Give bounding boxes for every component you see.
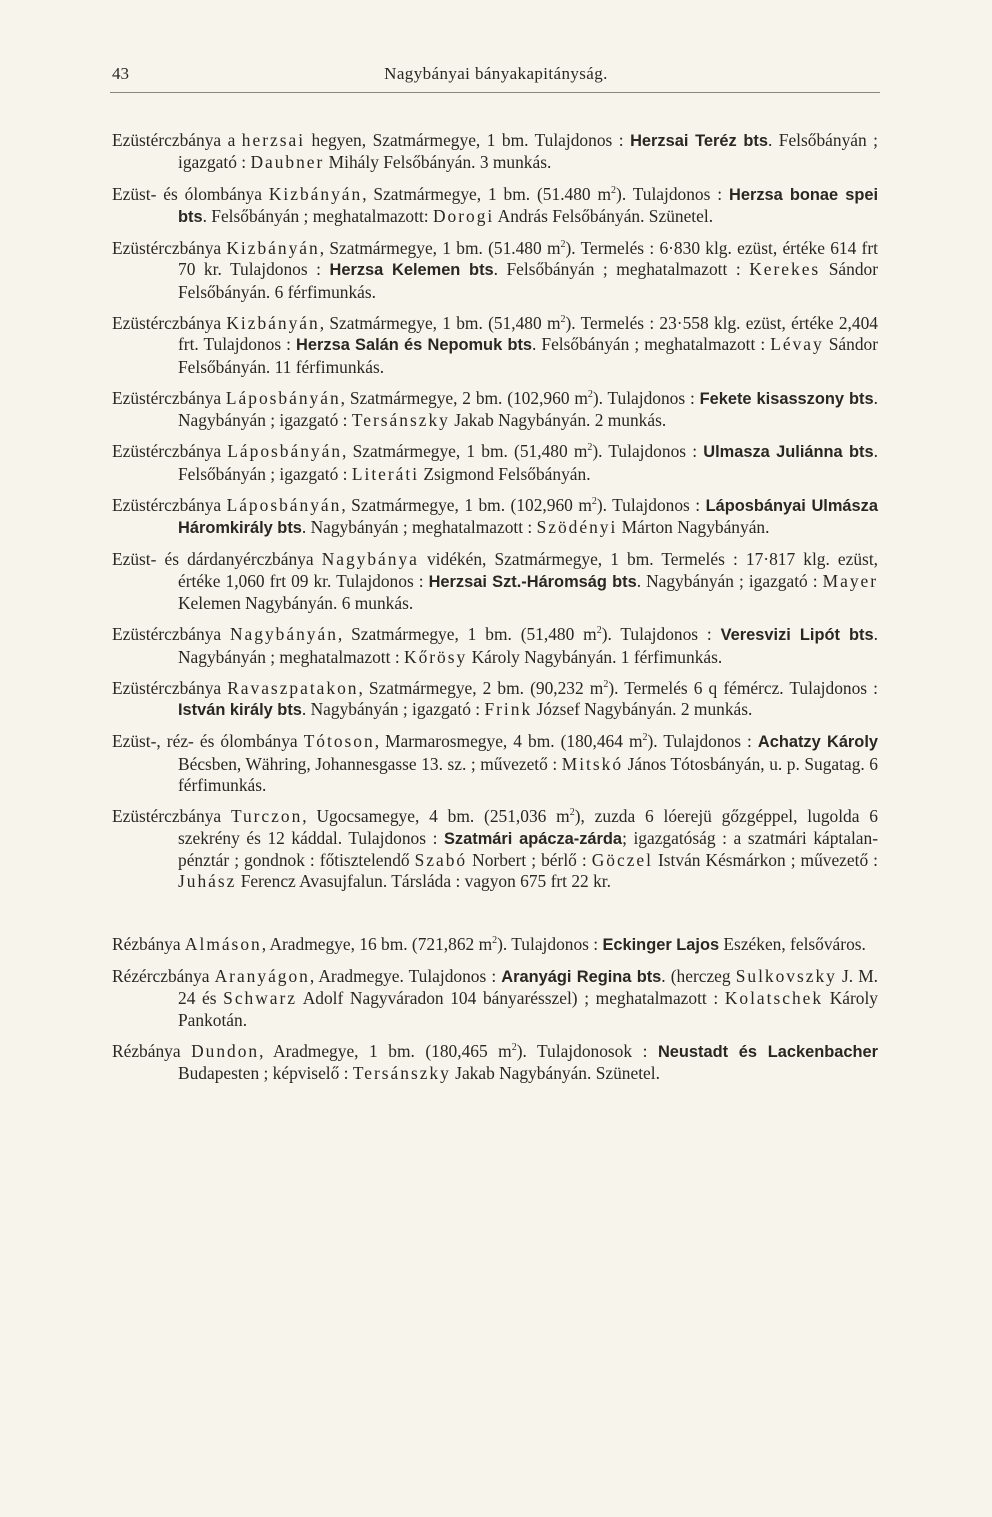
mine-entry <box>112 549 878 614</box>
owner-name: Achatzy Károly <box>757 733 878 752</box>
entry-text: , Aradmegye, 16 bm. (721,862 m <box>261 933 493 954</box>
entry-text: Norbert ; bérlő : <box>467 849 592 870</box>
entry-text: Budapesten ; képviselő : <box>178 1063 353 1084</box>
entry-lead: Ezüst- és dárdanyérczbánya <box>112 549 322 570</box>
person-surname: Juhász <box>178 871 237 892</box>
mine-entry <box>112 624 878 668</box>
entry-text: ). Tulajdonos : <box>616 183 729 204</box>
entries-list <box>112 130 878 1094</box>
place-name: Dundon <box>191 1040 260 1061</box>
person-surname: Mayer <box>822 570 879 591</box>
entry-text: , Ugocsamegye, 4 bm. (251,036 m <box>302 806 570 827</box>
header-rule <box>110 92 880 93</box>
entry-text: hegyen, Szatmármegye, 1 bm. Tulajdonos : <box>305 130 631 150</box>
entry-text: . Nagybányán ; meghatalmazott : <box>301 517 537 538</box>
entry-text: József Nagybányán. 2 munkás. <box>532 699 753 720</box>
mine-entry <box>112 966 878 1031</box>
entry-text: ). Tulajdonos : <box>601 624 721 645</box>
place-name: Tótoson <box>303 731 375 752</box>
person-surname: Kőrösy <box>404 646 468 667</box>
mine-entry <box>112 934 878 956</box>
person-surname: Lévay <box>770 334 824 355</box>
area-unit-exponent: 2 <box>611 184 617 196</box>
entry-text: J. M. 24 és <box>178 965 879 1009</box>
area-unit-exponent: 2 <box>587 442 593 454</box>
entry-lead: Ezüstérczbánya <box>112 387 226 408</box>
area-unit-exponent: 2 <box>587 389 593 401</box>
person-surname: Kerekes <box>749 259 821 280</box>
place-name: Kizbányán <box>226 238 320 258</box>
place-name: Kizbányán <box>226 312 320 333</box>
entry-text: , Szatmármegye, 1 bm. (51,480 m <box>319 312 561 333</box>
area-unit-exponent: 2 <box>596 625 602 637</box>
person-surname: Mitskó <box>561 753 624 774</box>
place-name: Láposbányán <box>225 387 341 408</box>
entry-lead: Ezüstérczbánya <box>112 238 227 258</box>
entry-text: ). Termelés : 23·558 klg. ezüst, értéke 2,404 frt. Tulajdonos : <box>178 312 878 355</box>
area-unit-exponent: 2 <box>591 496 597 508</box>
entry-text: , Szatmármegye, 1 bm. (102,960 m <box>341 494 592 515</box>
entry-text: Sándor Felsőbányán. 6 férfimunkás. <box>178 259 879 302</box>
entry-text: vidékén, Szatmármegye, 1 bm. Termelés : 17·817 klg. ezüst, értéke 1,060 frt 09 kr. Tulajdonos : <box>178 549 878 591</box>
entry-text: András Felsőbányán. Szünetel. <box>494 205 714 226</box>
entry-lead: Ezüst-, réz- és ólombánya <box>112 731 304 752</box>
entry-text: ). Tulajdonos : <box>647 731 758 752</box>
owner-name: István király bts <box>178 701 302 720</box>
entry-text: Ferencz Avasujfalun. Társláda : vagyon 675 frt 22 kr. <box>236 871 611 892</box>
entry-lead: Ezüstérczbánya a <box>112 130 242 150</box>
entry-text: ). Tulajdonos : <box>592 441 704 462</box>
owner-name: Ulmasza Juliánna bts <box>703 443 874 462</box>
entry-text: Sándor Felsőbányán. 11 férfimunkás. <box>178 334 878 377</box>
person-surname: Dorogi <box>432 205 495 226</box>
place-name: Aranyágon <box>214 965 310 986</box>
entry-text: János Tótosbányán, u. p. Sugatag. 6 férfimunkás. <box>178 753 878 796</box>
entry-text: ). Tulajdonos : <box>592 387 700 408</box>
entry-text: István Késmárkon ; művezető : <box>652 849 878 870</box>
owner-name: Szatmári apácza-zárda <box>444 829 623 848</box>
entry-text: , Szatmármegye, 2 bm. (90,232 m <box>358 677 604 698</box>
mine-entry <box>112 495 878 540</box>
entry-text: . Nagybányán ; meghatalmazott : <box>178 624 878 667</box>
person-surname: Daubner <box>250 152 325 173</box>
entry-lead: Rézérczbánya <box>112 965 215 986</box>
entry-text: , Marmarosmegye, 4 bm. (180,464 m <box>374 731 643 752</box>
entry-text: . Felsőbányán ; meghatalmazott : <box>532 334 771 355</box>
place-name: Ravaszpatakon <box>227 677 359 698</box>
mine-entry <box>112 806 878 893</box>
owner-name: Veresvizi Lipót bts <box>720 626 874 645</box>
entry-text: . (herczeg <box>661 965 736 986</box>
entry-text: Károly Pankotán. <box>178 988 879 1030</box>
entry-text: ). Termelés : 6·830 klg. ezüst, értéke 614 frt 70 kr. Tulajdonos : <box>178 238 878 280</box>
place-name: Kizbányán <box>268 183 363 204</box>
area-unit-exponent: 2 <box>569 807 575 819</box>
owner-name: Herzsai Szt.-Háromság bts <box>428 572 637 591</box>
entry-text: , Szatmármegye, 2 bm. (102,960 m <box>340 387 588 408</box>
mine-entry <box>112 731 878 796</box>
person-surname: Literáti <box>351 463 420 484</box>
place-name: Turczon <box>230 806 303 827</box>
entry-lead: Ezüstérczbánya <box>112 494 227 515</box>
owner-name: Herzsa Salán és Nepomuk bts <box>296 336 533 355</box>
mine-entry <box>112 130 878 174</box>
mine-entry <box>112 678 878 722</box>
entry-lead: Ezüstérczbánya <box>112 312 227 333</box>
entry-text: ), zuzda 6 lóerejü gőzgéppel, lugolda 6 szekrény és 12 káddal. Tulajdonos : <box>178 806 878 848</box>
owner-name: Eckinger Lajos <box>602 935 720 954</box>
entry-text: , Szatmármegye, 1 bm. (51.480 m <box>319 238 561 258</box>
place-name: Almáson <box>184 933 262 954</box>
entry-text: , Szatmármegye, 1 bm. (51,480 m <box>337 624 597 645</box>
entry-text: . Nagybányán ; igazgató : <box>178 387 878 431</box>
area-unit-exponent: 2 <box>560 239 566 251</box>
place-name: Láposbányán <box>226 494 342 515</box>
mine-entry <box>112 313 878 378</box>
entry-lead: Ezüstérczbánya <box>112 806 231 827</box>
entry-text: . Felsőbányán ; igazgató : <box>178 130 878 173</box>
owner-name: Láposbányai Ulmásza Háromkirály bts <box>178 496 878 538</box>
area-unit-exponent: 2 <box>511 1041 517 1053</box>
entry-lead: Rézbánya <box>112 1040 192 1061</box>
person-surname: Frink <box>484 699 533 720</box>
entry-lead: Ezüstérczbánya <box>112 624 230 645</box>
person-surname: Tersánszky <box>351 410 450 431</box>
entry-text: ). Tulajdonos : <box>497 933 603 954</box>
entry-text: Kelemen Nagybányán. 6 munkás. <box>178 593 414 614</box>
owner-name: Herzsai Teréz bts <box>630 132 768 150</box>
entry-lead: Rézbánya <box>112 933 185 954</box>
entry-text: Eszéken, felsőváros. <box>719 933 866 954</box>
entry-text: ). Termelés 6 q fémércz. Tulajdonos : <box>608 677 878 698</box>
entry-text: Márton Nagybányán. <box>617 517 770 538</box>
person-surname: Szödényi <box>536 517 618 538</box>
entry-text: ; igazgatóság : a szatmári káptalan-pénztár ; gondnok : főtisztelendő <box>178 827 879 870</box>
place-name: Nagybányán <box>230 624 338 645</box>
entry-text: . Felsőbányán ; meghatalmazott: <box>202 205 433 226</box>
owner-name: Herzsa Kelemen bts <box>329 261 494 280</box>
entry-text: . Felsőbányán ; meghatalmazott : <box>493 259 750 280</box>
area-unit-exponent: 2 <box>492 934 498 946</box>
entry-text: , Szatmármegye, 1 bm. (51,480 m <box>342 441 588 462</box>
entry-text: . Felsőbányán ; igazgató : <box>178 441 878 484</box>
entry-text: . Nagybányán ; igazgató : <box>301 699 485 720</box>
mine-entry <box>112 1041 878 1085</box>
owner-name: Fekete kisasszony bts <box>699 389 874 408</box>
mine-entry <box>112 388 878 432</box>
person-surname: Sulkovszky <box>735 965 837 986</box>
mine-entry <box>112 238 878 303</box>
entry-text: , Aradmegye, 1 bm. (180,465 m <box>259 1040 512 1061</box>
area-unit-exponent: 2 <box>642 732 648 744</box>
place-name: Láposbányán <box>227 441 343 462</box>
entry-text: Bécsben, Währing, Johannesgasse 13. sz. ; művezető : <box>178 753 562 774</box>
entry-text: Károly Nagybányán. 1 férfimunkás. <box>467 646 723 667</box>
person-surname: Tersánszky <box>352 1063 451 1084</box>
area-unit-exponent: 2 <box>560 314 566 326</box>
place-name: Nagybánya <box>321 549 419 570</box>
area-unit-exponent: 2 <box>603 678 609 690</box>
entry-text: , Szatmármegye, 1 bm. (51.480 m <box>362 183 612 204</box>
person-surname: Szabó <box>414 849 468 870</box>
entry-text: Adolf Nagyváradon 104 bányarésszel) ; meghatalmazott : <box>297 988 725 1009</box>
mine-entry <box>112 441 878 485</box>
page-number: 43 <box>112 64 129 83</box>
mine-entry <box>112 184 878 229</box>
place-name: herzsai <box>241 130 306 150</box>
entry-text: ). Tulajdonos : <box>596 494 706 515</box>
owner-name: Aranyági Regina bts <box>501 967 662 986</box>
entry-lead: Ezüst- és ólombánya <box>112 183 269 204</box>
entry-text: . Nagybányán ; igazgató : <box>636 570 823 591</box>
entry-text: , Aradmegye. Tulajdonos : <box>309 965 502 986</box>
person-surname: Göczel <box>591 849 653 870</box>
owner-name: Herzsa bonae spei bts <box>178 185 879 226</box>
entry-text: Mihály Felsőbányán. 3 munkás. <box>324 152 552 173</box>
entry-text: Zsigmond Felsőbányán. <box>419 463 591 484</box>
running-title: Nagybányai bányakapitányság. <box>384 64 608 83</box>
entry-text: Jakab Nagybányán. 2 munkás. <box>449 410 667 431</box>
owner-name: Neustadt és Lackenbacher <box>657 1042 878 1061</box>
entry-lead: Ezüstérczbánya <box>112 441 228 462</box>
entry-text: Jakab Nagybányán. Szünetel. <box>450 1063 660 1084</box>
entry-text: ). Tulajdonosok : <box>516 1040 658 1061</box>
entry-lead: Ezüstérczbánya <box>112 677 228 698</box>
person-surname: Kolatschek <box>724 988 824 1009</box>
person-surname: Schwarz <box>223 988 298 1009</box>
